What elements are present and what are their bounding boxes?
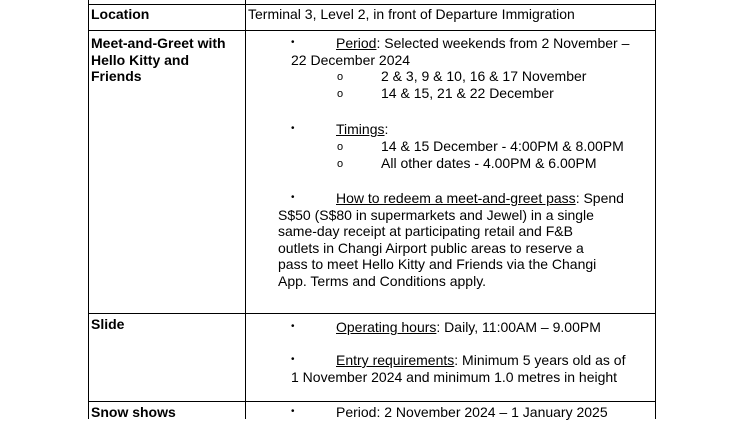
table-border-row-1 bbox=[88, 30, 656, 31]
slide-hours-text: : Daily, 11:00AM – 9.00PM bbox=[436, 319, 601, 335]
meet-redeem-line: App. Terms and Conditions apply. bbox=[278, 272, 487, 289]
snow-period: Period: 2 November 2024 – 1 January 2025 bbox=[336, 404, 608, 420]
bullet: • bbox=[291, 192, 295, 203]
slide-entry-text: : Minimum 5 years old as of bbox=[454, 352, 626, 368]
bullet: • bbox=[291, 406, 295, 417]
meet-timing-item: 14 & 15 December - 4:00PM & 8.00PM bbox=[381, 138, 624, 154]
sub-bullet: o bbox=[337, 88, 344, 100]
meet-redeem-line: S$50 (S$80 in supermarkets and Jewel) in a single bbox=[278, 206, 594, 223]
bullet: • bbox=[291, 354, 295, 365]
location-value: Terminal 3, Level 2, in front of Departure Immigration bbox=[248, 6, 575, 22]
meet-period-line2: 22 December 2024 bbox=[291, 51, 411, 68]
meet-redeem-line: outlets in Changi Airport public areas to reserve a bbox=[278, 239, 584, 256]
meet-timings bbox=[336, 121, 388, 138]
slide-entry-label: Entry requirements bbox=[336, 352, 455, 368]
meet-period bbox=[336, 35, 629, 52]
sub-bullet: o bbox=[337, 141, 344, 153]
bullet: • bbox=[291, 123, 295, 134]
meet-timings-colon: : bbox=[384, 121, 389, 137]
table-border-row-2 bbox=[88, 313, 656, 314]
table-border-row-3 bbox=[88, 401, 656, 402]
meet-timing-item: All other dates - 4.00PM & 6.00PM bbox=[381, 155, 597, 171]
table-border-left bbox=[88, 0, 89, 419]
meet-label-line: Friends bbox=[91, 68, 142, 84]
slide-hours bbox=[336, 319, 601, 336]
meet-date-item: 14 & 15, 21 & 22 December bbox=[381, 85, 554, 101]
meet-redeem-text: : Spend bbox=[575, 190, 624, 206]
meet-period-label: Period bbox=[336, 35, 377, 51]
slide-entry bbox=[336, 352, 625, 369]
slide-entry-line2: 1 November 2024 and minimum 1.0 metres in height bbox=[291, 368, 618, 385]
meet-redeem-line: pass to meet Hello Kitty and Friends via the Changi bbox=[278, 256, 597, 272]
sub-bullet: o bbox=[337, 71, 344, 83]
meet-timings-label: Timings bbox=[336, 121, 385, 137]
meet-label-line: Meet-and-Greet with bbox=[91, 35, 226, 51]
bullet: • bbox=[291, 321, 295, 332]
meet-period-text: : Selected weekends from 2 November – bbox=[376, 35, 630, 51]
slide-hours-label: Operating hours bbox=[336, 319, 437, 335]
snow-label: Snow shows bbox=[91, 404, 176, 420]
sub-bullet: o bbox=[337, 158, 344, 170]
meet-redeem-label: How to redeem a meet-and-greet pass bbox=[336, 190, 576, 206]
table-border-top bbox=[88, 4, 656, 5]
meet-label-line: Hello Kitty and bbox=[91, 51, 190, 68]
meet-redeem-line: same-day receipt at participating retail and F&B bbox=[278, 223, 573, 239]
bullet: • bbox=[291, 37, 295, 48]
table-border-right bbox=[655, 0, 656, 419]
slide-label: Slide bbox=[91, 316, 125, 332]
meet-redeem bbox=[336, 190, 624, 207]
location-label: Location bbox=[91, 6, 150, 22]
table-border-middle bbox=[245, 0, 246, 419]
meet-date-item: 2 & 3, 9 & 10, 16 & 17 November bbox=[381, 68, 587, 84]
